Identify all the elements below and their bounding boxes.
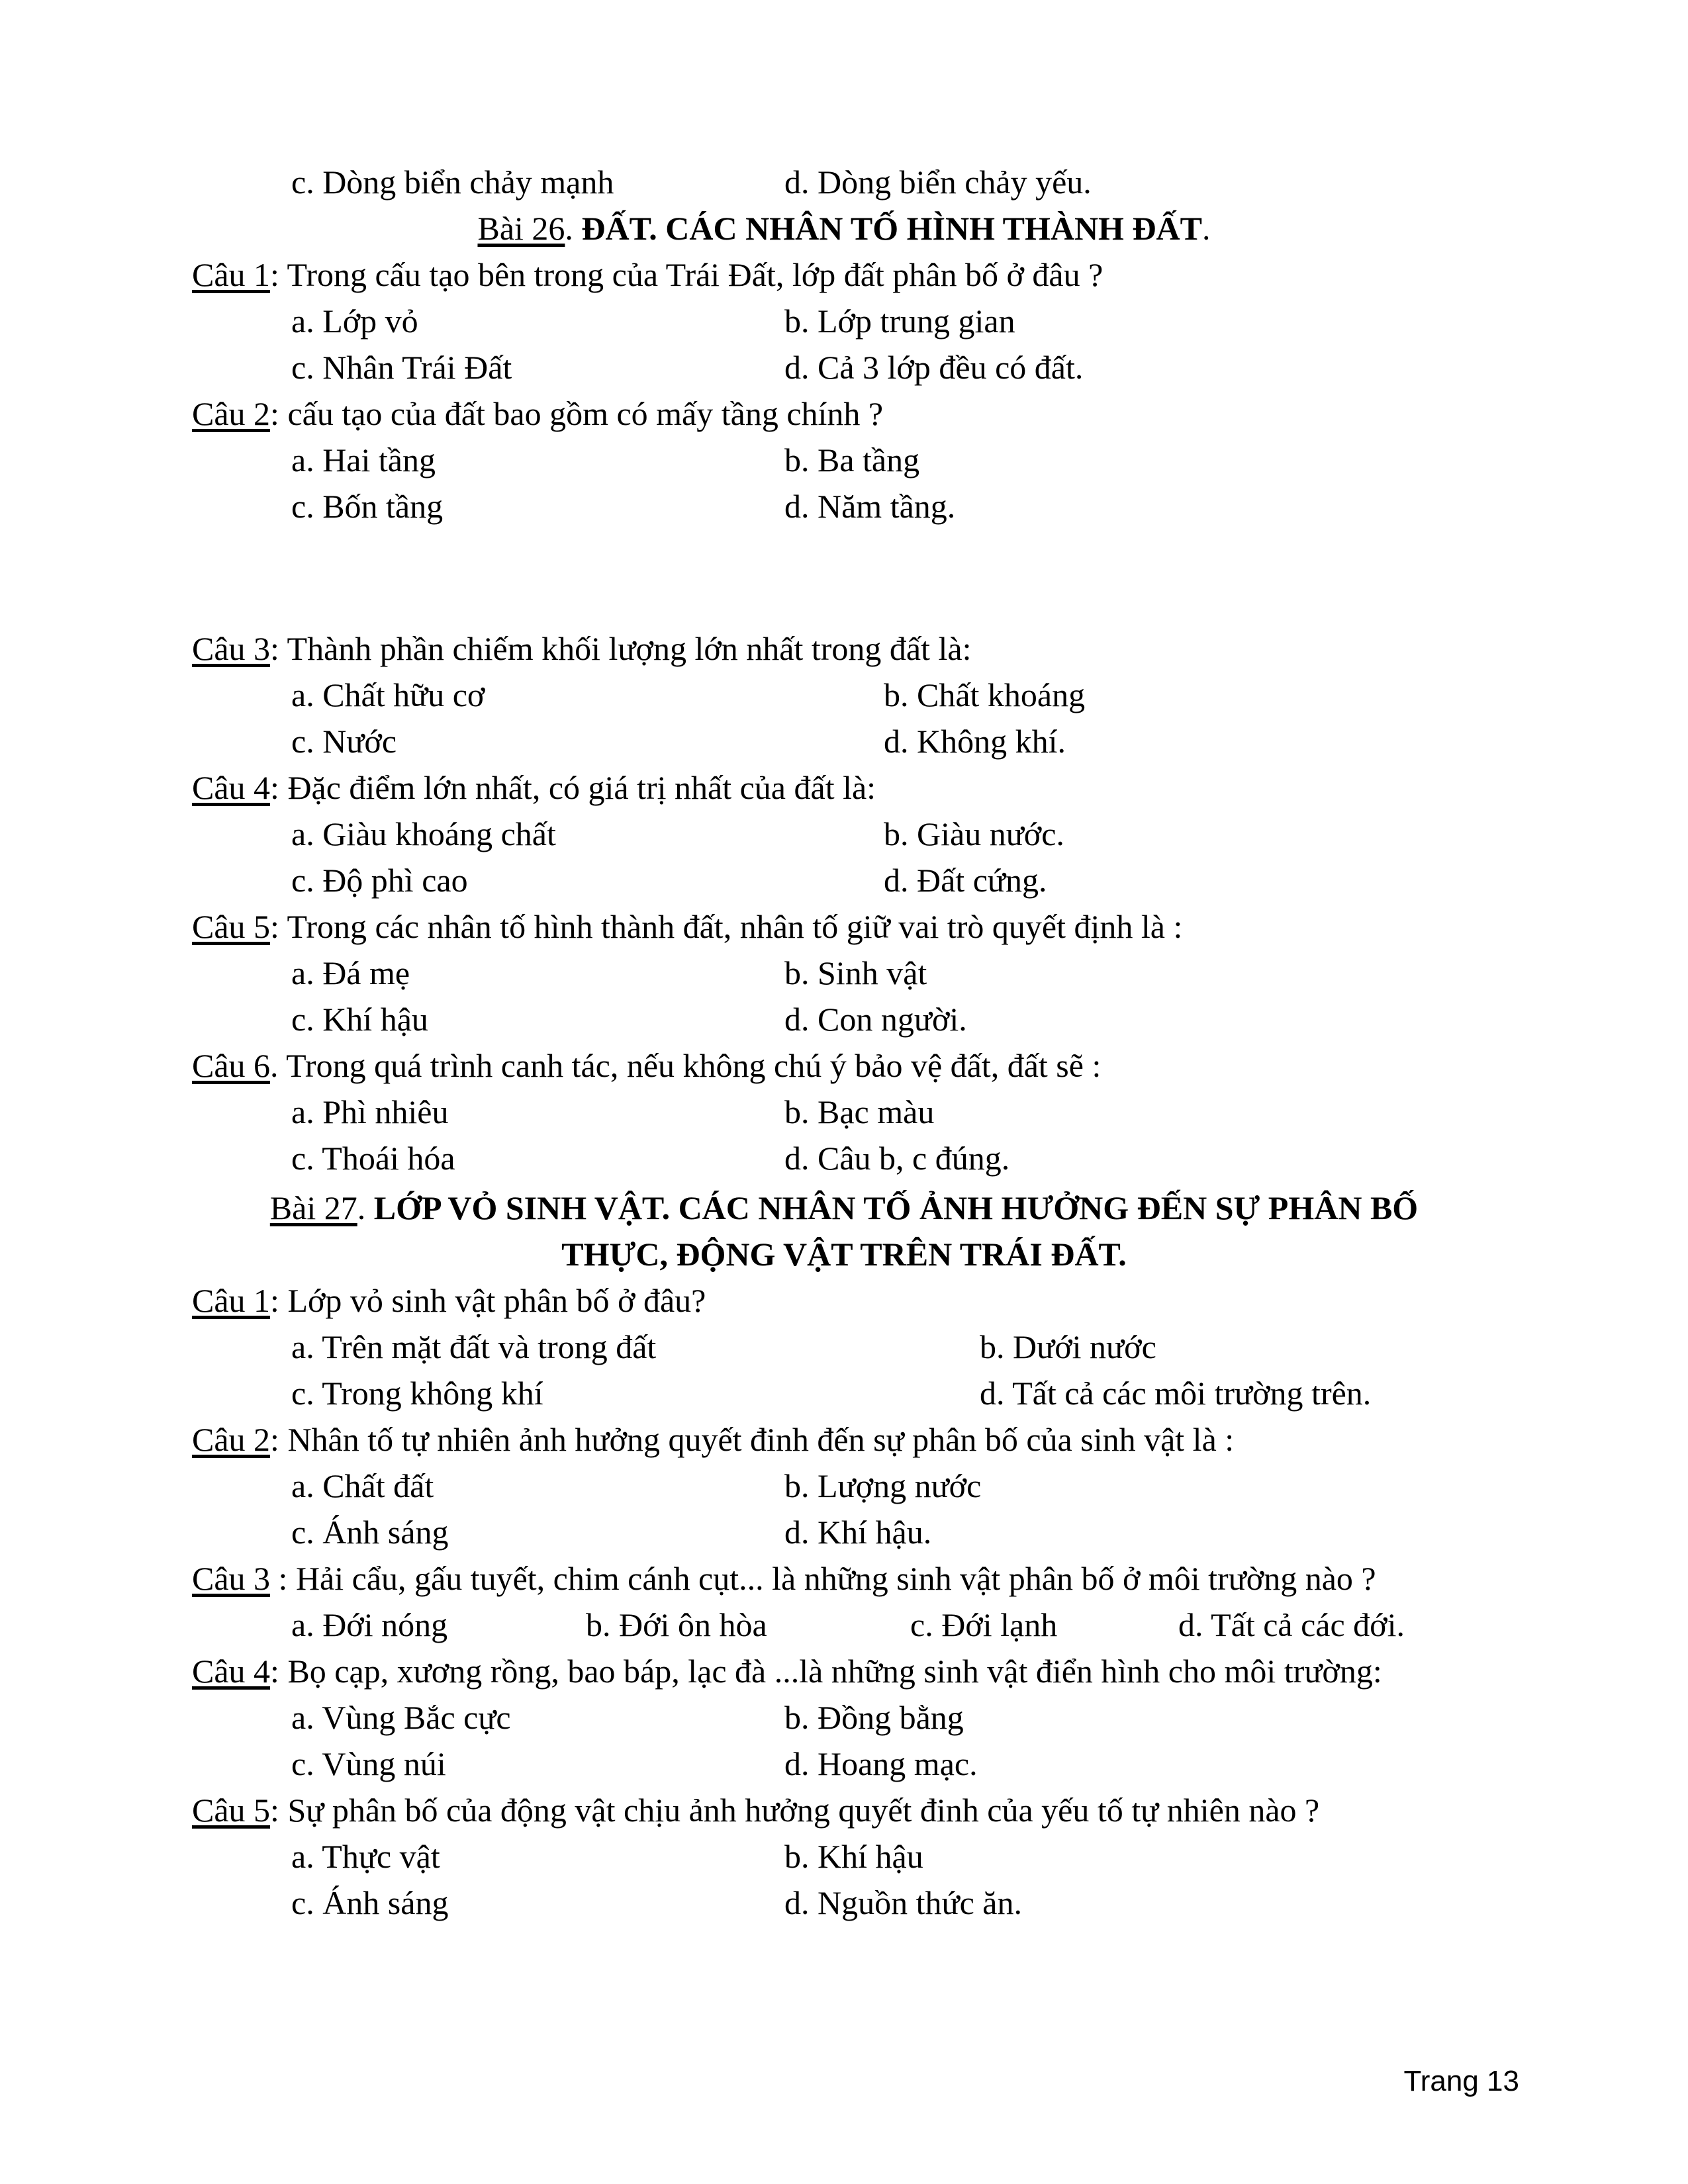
section-title: ĐẤT. CÁC NHÂN TỐ HÌNH THÀNH ĐẤT (581, 210, 1203, 247)
answer-option: a. Chất đất (291, 1467, 434, 1504)
question-text: : Hải cẩu, gấu tuyết, chim cánh cụt... là những sinh vật phân bố ở môi trường nào ? (270, 1560, 1376, 1597)
answer-option: c. Khí hậu (291, 1001, 428, 1038)
section-title-line2: THỰC, ĐỘNG VẬT TRÊN TRÁI ĐẤT. (561, 1236, 1127, 1273)
answer-option: d. Đất cứng. (884, 862, 1047, 899)
answer-option: b. Đồng bằng (784, 1699, 964, 1736)
question-text: : Đặc điểm lớn nhất, có giá trị nhất của đất là: (270, 769, 876, 806)
question-stem (192, 1420, 1234, 1459)
answer-option: a. Đới nóng (291, 1606, 448, 1643)
answer-option: a. Hai tầng (291, 441, 436, 478)
answer-option: a. Phì nhiêu (291, 1093, 449, 1130)
answer-option: b. Ba tầng (784, 441, 920, 478)
question-text: : Thành phần chiếm khối lượng lớn nhất trong đất là: (270, 630, 972, 667)
question-text: : Lớp vỏ sinh vật phân bố ở đâu? (270, 1282, 706, 1319)
section-heading-bai26: Bài 26. ĐẤT. CÁC NHÂN TỐ HÌNH THÀNH ĐẤT. (477, 210, 1211, 247)
answer-option: c. Đới lạnh (910, 1606, 1058, 1643)
question-stem (192, 768, 876, 807)
answer-option: a. Giàu khoáng chất (291, 815, 556, 852)
answer-option: a. Thực vật (291, 1838, 440, 1875)
question-stem (192, 1559, 1376, 1598)
answer-option: c. Vùng núi (291, 1745, 446, 1782)
answer-option: d. Tất cả các môi trường trên. (980, 1375, 1372, 1412)
answer-option: c. Ánh sáng (291, 1884, 449, 1921)
question-label: Câu 3 (192, 1560, 271, 1597)
answer-option: c. Độ phì cao (291, 862, 468, 899)
answer-option: a. Lớp vỏ (291, 302, 418, 340)
question-text: : cấu tạo của đất bao gồm có mấy tầng chính ? (270, 395, 884, 432)
answer-option: d. Khí hậu. (784, 1514, 932, 1551)
answer-option: d. Con người. (784, 1001, 967, 1038)
answer-option: b. Đới ôn hòa (586, 1606, 767, 1643)
question-label: Câu 3 (192, 630, 271, 667)
question-label: Câu 2 (192, 395, 271, 432)
question-text: : Trong các nhân tố hình thành đất, nhân tố giữ vai trò quyết định là : (270, 908, 1183, 945)
section-number: Bài 26 (477, 210, 565, 247)
question-stem (192, 1281, 706, 1320)
answer-option: a. Đá mẹ (291, 954, 410, 991)
question-stem (192, 394, 883, 433)
question-label: Câu 4 (192, 769, 271, 806)
section-title-line1: LỚP VỎ SINH VẬT. CÁC NHÂN TỐ ẢNH HƯỞNG ĐẾN SỰ PHÂN BỐ (373, 1189, 1419, 1226)
section-heading-bai27: Bài 27. LỚP VỎ SINH VẬT. CÁC NHÂN TỐ ẢNH HƯỞNG ĐẾN SỰ PHÂN BỐ (269, 1189, 1419, 1226)
answer-option: b. Lớp trung gian (784, 302, 1015, 340)
section-number: Bài 27 (269, 1189, 357, 1226)
question-label: Câu 6 (192, 1047, 271, 1084)
question-stem (192, 1790, 1319, 1830)
question-label: Câu 2 (192, 1421, 271, 1458)
question-stem (192, 907, 1182, 946)
question-label: Câu 5 (192, 908, 271, 945)
option-d: d. Dòng biển chảy yếu. (784, 163, 1092, 201)
answer-option: c. Thoái hóa (291, 1140, 455, 1177)
answer-option: d. Hoang mạc. (784, 1745, 978, 1782)
answer-option: d. Cả 3 lớp đều có đất. (784, 349, 1084, 386)
answer-option: a. Chất hữu cơ (291, 676, 485, 713)
answer-option: a. Vùng Bắc cực (291, 1699, 511, 1736)
answer-option: d. Tất cả các đới. (1178, 1606, 1405, 1643)
answer-option: b. Lượng nước (784, 1467, 982, 1504)
question-label: Câu 1 (192, 1282, 271, 1319)
answer-option: b. Khí hậu (784, 1838, 923, 1875)
answer-option: b. Bạc màu (784, 1093, 935, 1130)
answer-option: d. Câu b, c đúng. (784, 1140, 1010, 1177)
answer-option: c. Bốn tầng (291, 488, 444, 525)
answer-option: b. Dưới nước (980, 1328, 1156, 1365)
answer-option: a. Trên mặt đất và trong đất (291, 1328, 657, 1365)
option-c: c. Dòng biển chảy mạnh (291, 163, 614, 201)
section-heading-bai27-line2 (0, 1234, 1688, 1274)
answer-option: b. Chất khoáng (884, 676, 1086, 713)
answer-option: b. Sinh vật (784, 954, 927, 991)
question-text: : Bọ cạp, xương rồng, bao báp, lạc đà ...là những sinh vật điển hình cho môi trường: (270, 1653, 1382, 1690)
question-stem (192, 629, 971, 668)
question-label: Câu 1 (192, 256, 271, 293)
answer-option: c. Ánh sáng (291, 1514, 449, 1551)
question-text: : Trong cấu tạo bên trong của Trái Đất, lớp đất phân bố ở đâu ? (270, 256, 1103, 293)
question-label: Câu 5 (192, 1792, 271, 1829)
question-stem (192, 255, 1103, 295)
answer-option: c. Trong không khí (291, 1375, 543, 1412)
answer-option: c. Nước (291, 723, 397, 760)
answer-option: b. Giàu nước. (884, 815, 1064, 852)
question-text: . Trong quá trình canh tác, nếu không chú ý bảo vệ đất, đất sẽ : (270, 1047, 1102, 1084)
answer-option: d. Năm tầng. (784, 488, 956, 525)
answer-option: d. Không khí. (884, 723, 1066, 760)
question-stem (192, 1046, 1101, 1085)
question-label: Câu 4 (192, 1653, 271, 1690)
question-text: : Sự phân bố của động vật chịu ảnh hưởng quyết đinh của yếu tố tự nhiên nào ? (270, 1792, 1320, 1829)
question-text: : Nhân tố tự nhiên ảnh hưởng quyết đinh đến sự phân bố của sinh vật là : (270, 1421, 1235, 1458)
question-stem (192, 1651, 1382, 1691)
page-number: Trang 13 (1403, 2065, 1519, 2097)
answer-option: c. Nhân Trái Đất (291, 349, 512, 386)
answer-option: d. Nguồn thức ăn. (784, 1884, 1022, 1921)
